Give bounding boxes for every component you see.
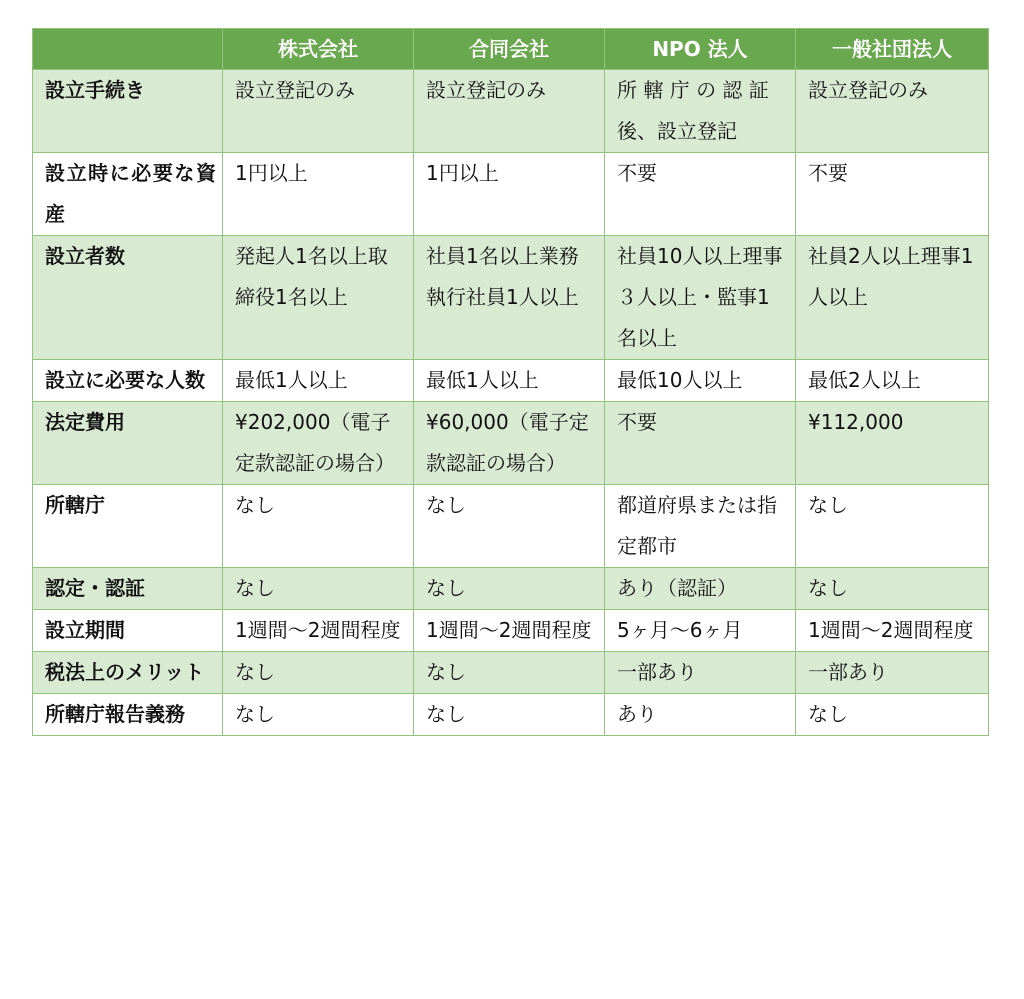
table-row	[33, 694, 989, 736]
table-row	[33, 402, 989, 485]
row-label: 税法上のメリット	[33, 652, 223, 694]
row-label: 設立に必要な人数	[33, 360, 223, 402]
table-cell: 社員1名以上業務執行社員1人以上	[414, 236, 605, 360]
header-npo: NPO 法人	[605, 29, 796, 70]
table-cell: なし	[414, 568, 605, 610]
table-cell: 社員10人以上理事３人以上・監事1名以上	[605, 236, 796, 360]
table-cell: 不要	[605, 402, 796, 485]
table-cell: 都道府県または指定都市	[605, 485, 796, 568]
table-cell: 最低1人以上	[223, 360, 414, 402]
table-row	[33, 153, 989, 236]
header-row	[33, 29, 989, 70]
row-label: 設立時に必要な資産	[33, 153, 223, 236]
table-cell: 一部あり	[605, 652, 796, 694]
table-cell: なし	[223, 694, 414, 736]
table-row	[33, 70, 989, 153]
table-cell: 設立登記のみ	[414, 70, 605, 153]
table-cell: 社員2人以上理事1人以上	[796, 236, 989, 360]
row-label: 認定・認証	[33, 568, 223, 610]
table-row	[33, 485, 989, 568]
row-label: 設立手続き	[33, 70, 223, 153]
table-cell: 1円以上	[414, 153, 605, 236]
table-cell: なし	[414, 485, 605, 568]
header-ippan-shadan: 一般社団法人	[796, 29, 989, 70]
table-cell: なし	[796, 694, 989, 736]
table-cell: 1週間～2週間程度	[414, 610, 605, 652]
row-label: 所轄庁	[33, 485, 223, 568]
table-row	[33, 568, 989, 610]
table-cell: ¥202,000（電子定款認証の場合）	[223, 402, 414, 485]
header-godo: 合同会社	[414, 29, 605, 70]
table-cell: 不要	[605, 153, 796, 236]
table-cell: 1週間～2週間程度	[223, 610, 414, 652]
table-cell: なし	[796, 568, 989, 610]
table-cell: 最低1人以上	[414, 360, 605, 402]
table-cell: なし	[414, 652, 605, 694]
table-cell: あり	[605, 694, 796, 736]
table-cell: 所 轄 庁 の 認 証後、設立登記	[605, 70, 796, 153]
table-cell: 発起人1名以上取締役1名以上	[223, 236, 414, 360]
comparison-table	[32, 28, 989, 736]
table-row	[33, 652, 989, 694]
table-cell: 1円以上	[223, 153, 414, 236]
table-cell: 設立登記のみ	[796, 70, 989, 153]
table-cell: 1週間～2週間程度	[796, 610, 989, 652]
table-cell: 一部あり	[796, 652, 989, 694]
header-corner	[33, 29, 223, 70]
table-row	[33, 610, 989, 652]
table-cell: なし	[414, 694, 605, 736]
table-cell: ¥60,000（電子定款認証の場合）	[414, 402, 605, 485]
table-cell: あり（認証）	[605, 568, 796, 610]
table-row	[33, 236, 989, 360]
row-label: 法定費用	[33, 402, 223, 485]
table-cell: なし	[223, 568, 414, 610]
header-kabushiki: 株式会社	[223, 29, 414, 70]
row-label: 設立者数	[33, 236, 223, 360]
table-cell: 最低10人以上	[605, 360, 796, 402]
table-row	[33, 360, 989, 402]
table-cell: 設立登記のみ	[223, 70, 414, 153]
table-cell: 不要	[796, 153, 989, 236]
table-cell: 5ヶ月～6ヶ月	[605, 610, 796, 652]
row-label: 所轄庁報告義務	[33, 694, 223, 736]
table-cell: なし	[223, 652, 414, 694]
table-cell: なし	[796, 485, 989, 568]
table-cell: ¥112,000	[796, 402, 989, 485]
table-cell: なし	[223, 485, 414, 568]
row-label: 設立期間	[33, 610, 223, 652]
table-cell: 最低2人以上	[796, 360, 989, 402]
